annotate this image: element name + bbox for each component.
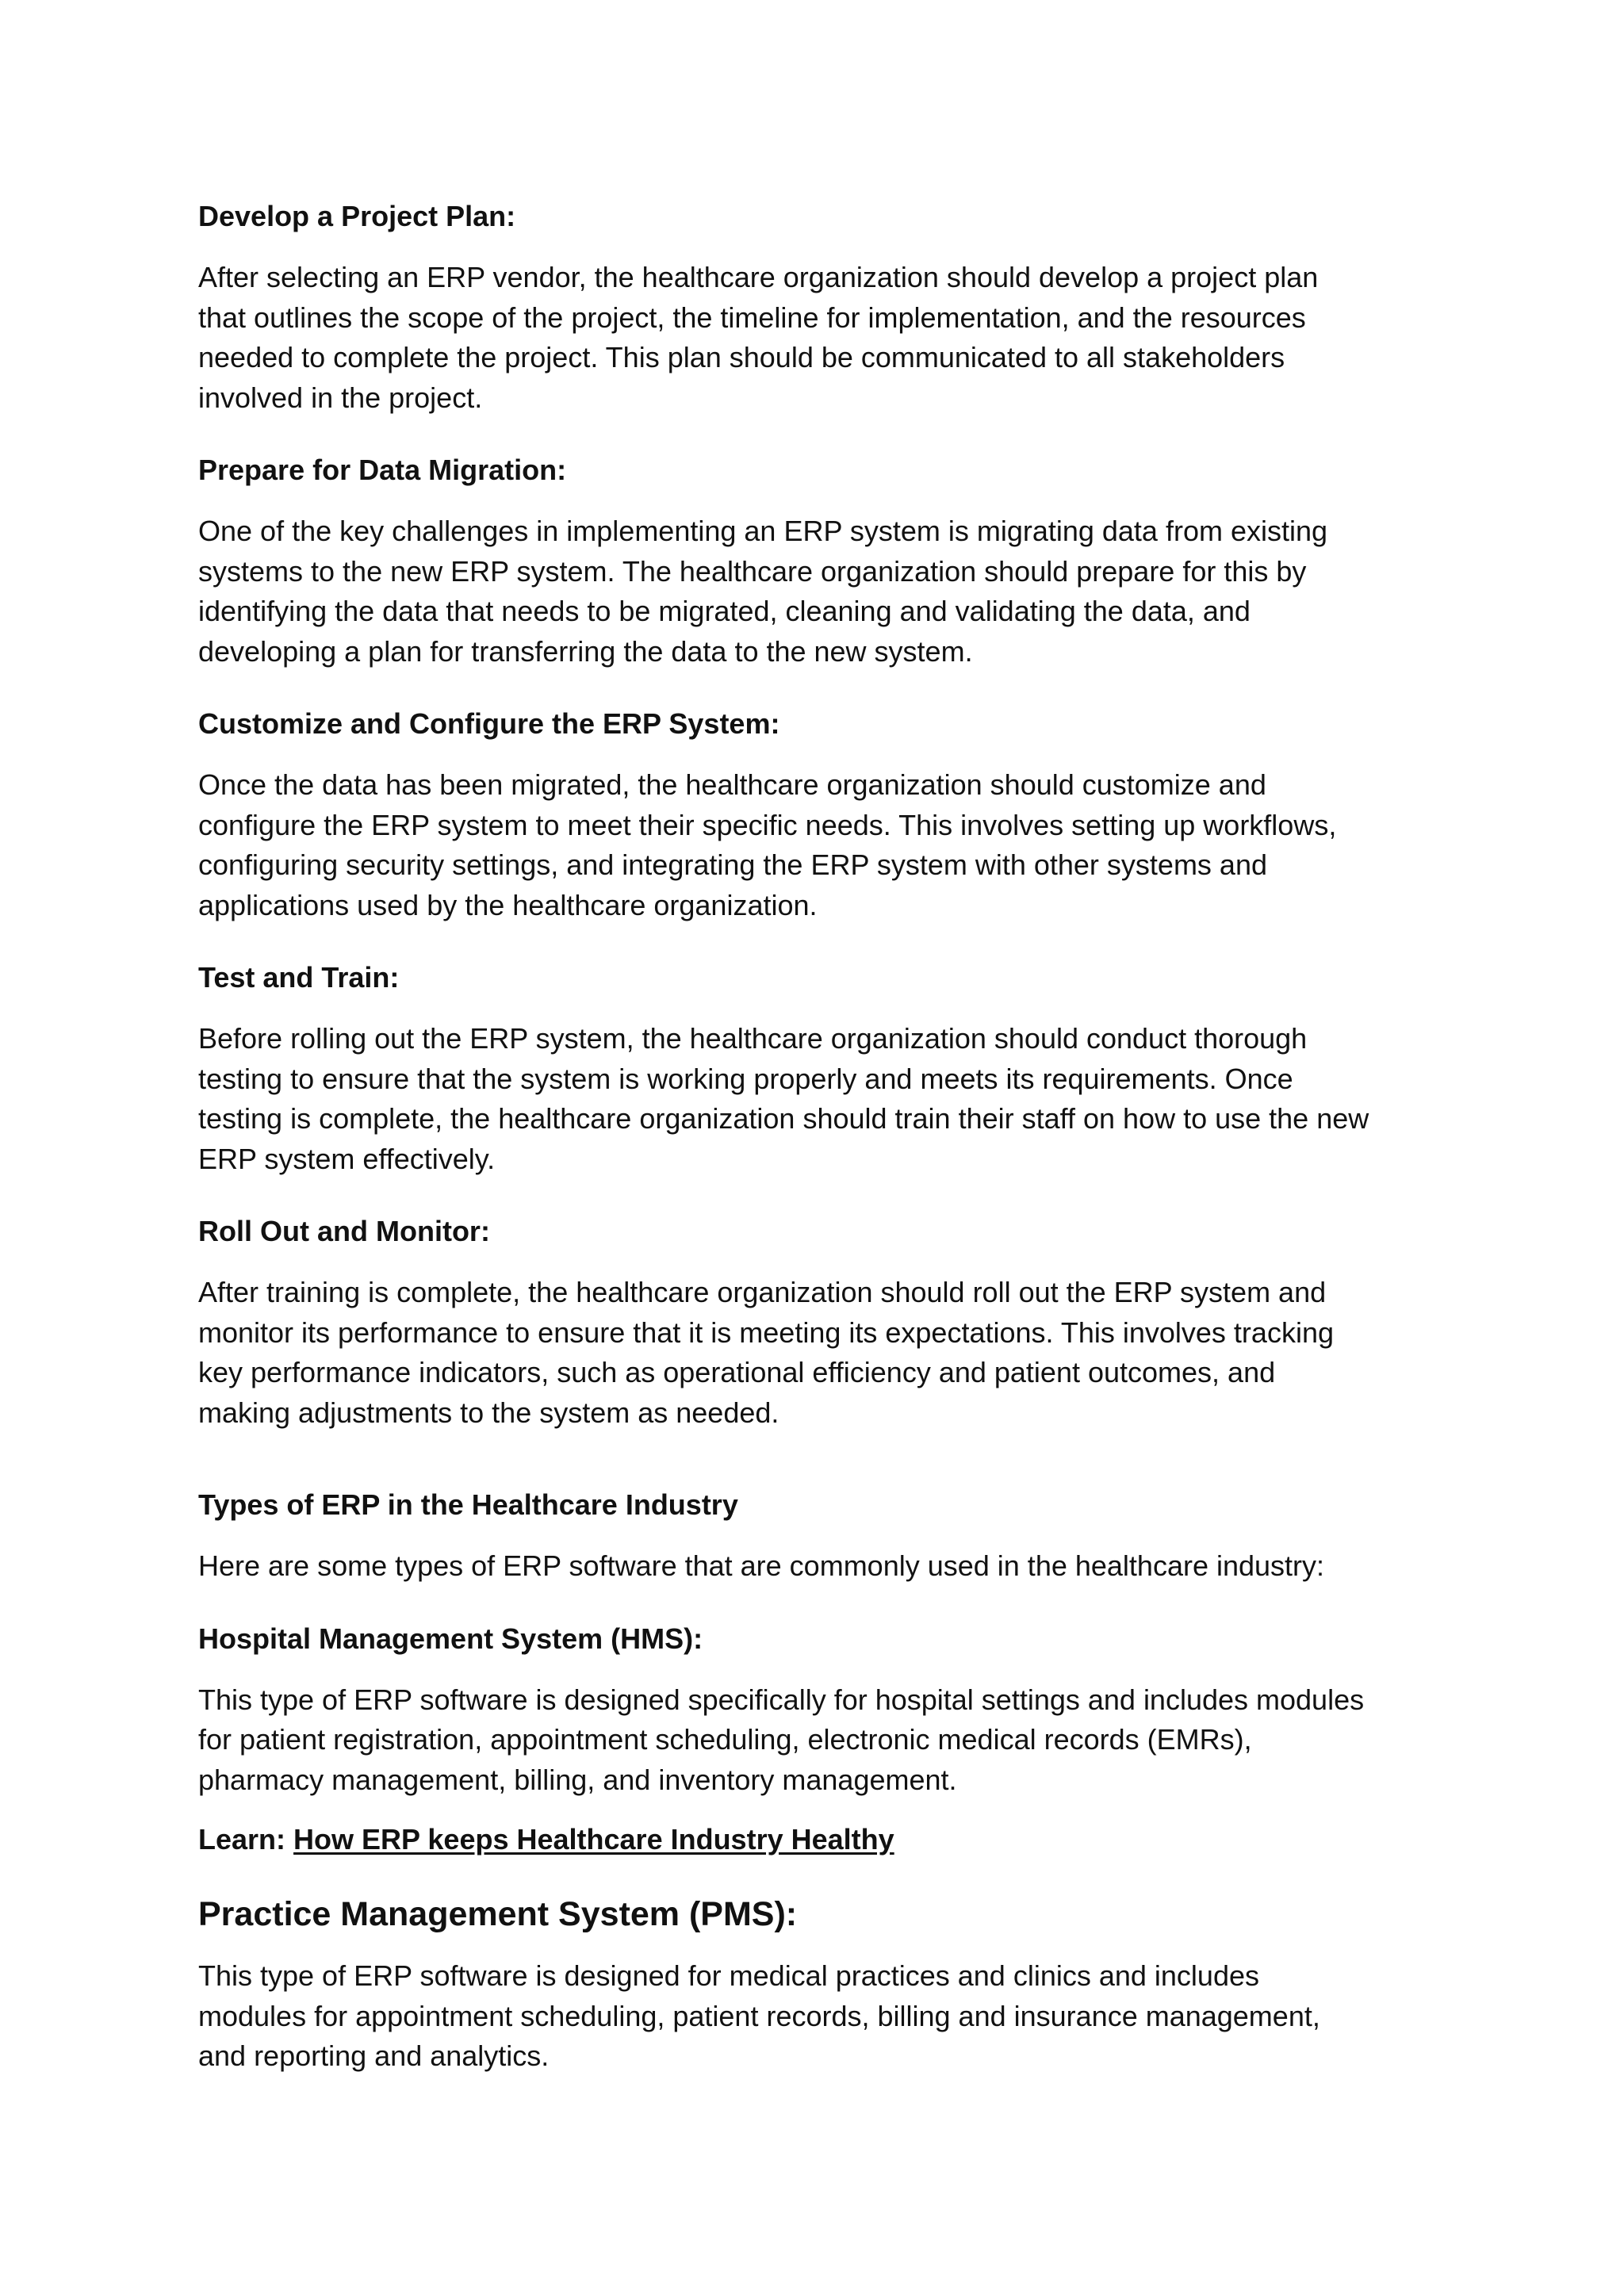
heading-customize-configure: Customize and Configure the ERP System: <box>198 707 780 740</box>
paragraph-line: needed to complete the project. This plan should be communicated to all stakeholders <box>198 341 1285 373</box>
paragraph-line: identifying the data that needs to be migrated, cleaning and validating the data, and <box>198 595 1251 627</box>
paragraph-prepare-data-migration <box>198 511 1451 672</box>
paragraph-roll-out-monitor <box>198 1273 1451 1433</box>
paragraph-line: applications used by the healthcare organization. <box>198 888 818 921</box>
paragraph-line: configure the ERP system to meet their specific needs. This involves setting up workflows, <box>198 808 1337 841</box>
paragraph-develop-project-plan <box>198 258 1451 418</box>
paragraph-line: developing a plan for transferring the data to the new system. <box>198 634 973 668</box>
learn-prefix: Learn: <box>198 1823 286 1855</box>
heading-prepare-data-migration: Prepare for Data Migration: <box>198 454 567 486</box>
heading-develop-project-plan: Develop a Project Plan: <box>198 200 516 232</box>
learn-line <box>198 1820 1451 1859</box>
paragraph-line: monitor its performance to ensure that it is meeting its expectations. This involves tracking <box>198 1316 1334 1349</box>
paragraph-line: for patient registration, appointment scheduling, electronic medical records (EMRs), <box>198 1723 1252 1756</box>
paragraph-test-and-train <box>198 1019 1451 1179</box>
paragraph-practice-management-system <box>198 1956 1451 2077</box>
paragraph-hospital-management-system <box>198 1680 1451 1801</box>
paragraph-line: modules for appointment scheduling, patient records, billing and insurance management, <box>198 1999 1320 2032</box>
heading-types-of-erp: Types of ERP in the Healthcare Industry <box>198 1488 738 1521</box>
learn-link[interactable]: How ERP keeps Healthcare Industry Healthy <box>293 1823 894 1855</box>
heading-test-and-train: Test and Train: <box>198 961 400 994</box>
paragraph-line: making adjustments to the system as needed. <box>198 1396 779 1429</box>
paragraph-line: key performance indicators, such as operational efficiency and patient outcomes, and <box>198 1356 1276 1388</box>
paragraph-line: configuring security settings, and integrating the ERP system with other systems and <box>198 848 1267 881</box>
paragraph-line: Before rolling out the ERP system, the healthcare organization should conduct thorough <box>198 1022 1308 1055</box>
paragraph-line: pharmacy management, billing, and inventory management. <box>198 1763 957 1796</box>
paragraph-customize-configure <box>198 765 1451 925</box>
heading-hospital-management-system: Hospital Management System (HMS): <box>198 1622 703 1655</box>
paragraph-line: testing is complete, the healthcare organization should train their staff on how to use the new <box>198 1102 1369 1135</box>
paragraph-types-of-erp <box>198 1546 1451 1587</box>
paragraph-line: systems to the new ERP system. The healthcare organization should prepare for this by <box>198 554 1307 588</box>
paragraph-line: ERP system effectively. <box>198 1142 496 1175</box>
paragraph-line: After training is complete, the healthcare organization should roll out the ERP system and <box>198 1276 1327 1308</box>
paragraph-line: that outlines the scope of the project, the timeline for implementation, and the resources <box>198 301 1306 334</box>
paragraph-line: This type of ERP software is designed specifically for hospital settings and includes modules <box>198 1683 1365 1716</box>
paragraph-line: This type of ERP software is designed for medical practices and clinics and includes <box>198 1959 1259 1992</box>
heading-practice-management-system: Practice Management System (PMS): <box>198 1895 798 1933</box>
paragraph-line: After selecting an ERP vendor, the healthcare organization should develop a project plan <box>198 261 1319 293</box>
paragraph-line: testing to ensure that the system is working properly and meets its requirements. Once <box>198 1062 1293 1095</box>
paragraph-line: Here are some types of ERP software that are commonly used in the healthcare industry: <box>198 1549 1325 1582</box>
paragraph-line: involved in the project. <box>198 381 483 414</box>
heading-roll-out-monitor: Roll Out and Monitor: <box>198 1215 490 1247</box>
paragraph-line: One of the key challenges in implementing an ERP system is migrating data from existing <box>198 515 1328 547</box>
paragraph-line: and reporting and analytics. <box>198 2039 550 2072</box>
paragraph-line: Once the data has been migrated, the healthcare organization should customize and <box>198 768 1266 801</box>
document-page <box>198 197 1451 2077</box>
